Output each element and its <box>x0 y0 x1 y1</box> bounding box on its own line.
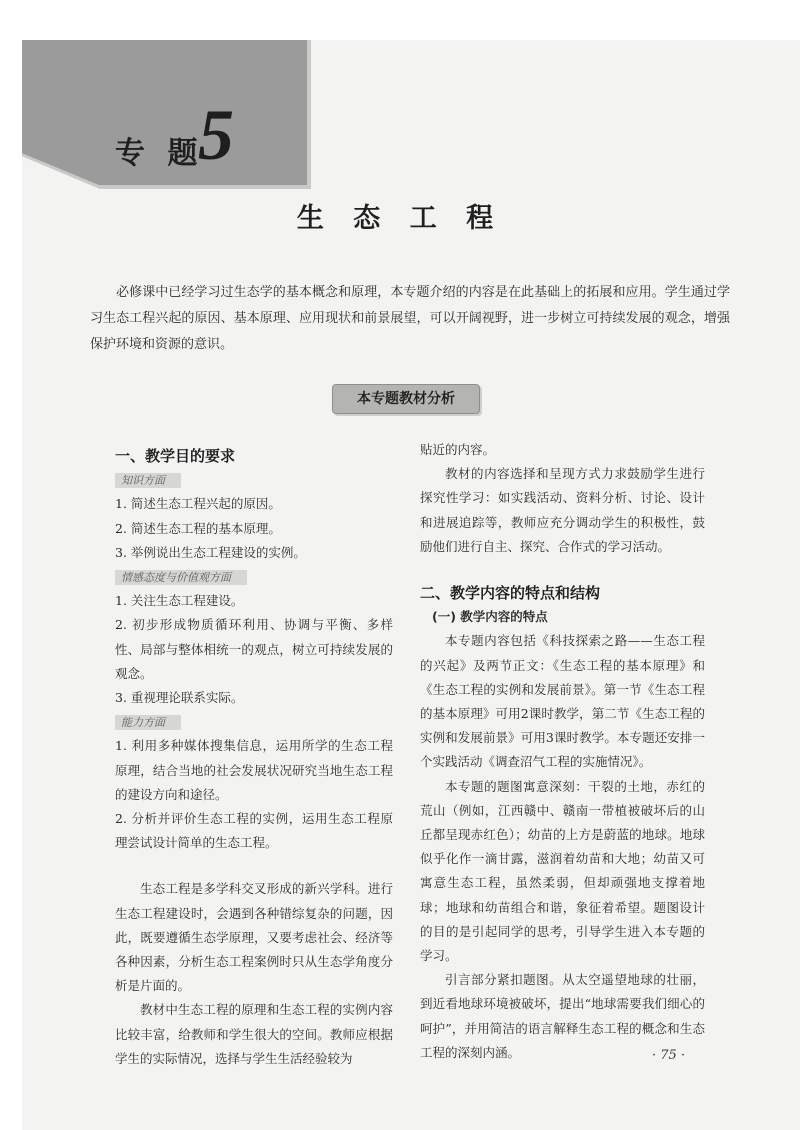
left-column <box>115 444 393 1071</box>
body-paragraph: 引言部分紧扣题图。从太空遥望地球的壮丽，到近看地球环境被破坏，提出“地球需要我们细心的呵护”，并用简洁的语言解释生态工程的概念和生态工程的深刻内涵。 <box>420 972 705 1060</box>
body-paragraph-continued: 贴近的内容。 <box>420 442 496 457</box>
list-item: 3. 举例说出生态工程建设的实例。 <box>115 544 306 560</box>
section-heading-content: 二、教学内容的特点和结构 <box>420 584 601 603</box>
list-item: 1. 关注生态工程建设。 <box>115 593 244 609</box>
list-item: 1. 简述生态工程兴起的原因。 <box>115 496 281 512</box>
subsection-heading: (一) 教学内容的特点 <box>432 609 548 625</box>
list-item: 2. 分析并评价生态工程的实例，运用生态工程原理尝试设计简单的生态工程。 <box>115 811 393 851</box>
page-title: 生 态 工 程 <box>296 203 504 234</box>
body-paragraph: 本专题内容包括《科技探索之路——生态工程的兴起》及两节正文：《生态工程的基本原理》和《生态工程的实例和发展前景》。第一节《生态工程的基本原理》可用2课时教学，第二节《生态工程的实例和发展前景》可用3课时教学。本专题还安排一个实践活动《调查沼气工程的实施情况》。 <box>420 633 705 770</box>
intro-paragraph: 必修课中已经学习过生态学的基本概念和原理，本专题介绍的内容是在此基础上的拓展和应用。学生通过学习生态工程兴起的原因、基本原理、应用现状和前景展望，可以开阔视野，进一步树立可持续发展的观念，增强保护环境和资源的意识。 <box>90 285 730 352</box>
tag-ability: 能力方面 <box>115 715 181 730</box>
body-paragraph: 生态工程是多学科交叉形成的新兴学科。进行生态工程建设时，会遇到各种错综复杂的问题，因此，既要遵循生态学原理，又要考虑社会、经济等各种因素，分析生态工程案例时只从生态学角度分析是片面的。 <box>115 881 393 994</box>
topic-number: 5 <box>198 95 234 175</box>
list-item: 3. 重视理论联系实际。 <box>115 690 244 706</box>
topic-label: 专 题 <box>115 136 204 171</box>
tag-attitude: 情感态度与价值观方面 <box>115 570 247 585</box>
page-number: · 75 · <box>652 1048 686 1063</box>
section-heading-objectives: 一、教学目的要求 <box>115 447 236 465</box>
list-item: 2. 简述生态工程的基本原理。 <box>115 520 281 536</box>
right-column <box>420 438 705 1065</box>
body-paragraph: 教材的内容选择和呈现方式力求鼓励学生进行探究性学习：如实践活动、资料分析、讨论、设计和进展追踪等，教师应充分调动学生的积极性，鼓励他们进行自主、探究、合作式的学习活动。 <box>420 466 705 554</box>
section-title-badge: 本专题教材分析 <box>332 384 480 414</box>
tag-knowledge: 知识方面 <box>115 473 181 488</box>
body-paragraph: 本专题的题图寓意深刻：干裂的土地，赤红的荒山（例如，江西赣中、赣南一带植被破坏后的山丘都呈现赤红色）；幼苗的上方是蔚蓝的地球。地球似乎化作一滴甘露，滋润着幼苗和大地；幼苗又可寓意生态工程，虽然柔弱，但却顽强地支撑着地球；地球和幼苗组合和谐，象征着希望。题图设计的目的是引起同学的思考，引导学生进入本专题的学习。 <box>420 778 705 964</box>
body-paragraph: 教材中生态工程的原理和生态工程的实例内容比较丰富，给教师和学生很大的空间。教师应根据学生的实际情况，选择与学生生活经验较为 <box>115 1002 393 1066</box>
list-item: 2. 初步形成物质循环利用、协调与平衡、多样性、局部与整体相统一的观点，树立可持续发展的观念。 <box>115 617 393 681</box>
list-item: 1. 利用多种媒体搜集信息，运用所学的生态工程原理，结合当地的社会发展状况研究当地生态工程的建设方向和途径。 <box>115 738 393 802</box>
